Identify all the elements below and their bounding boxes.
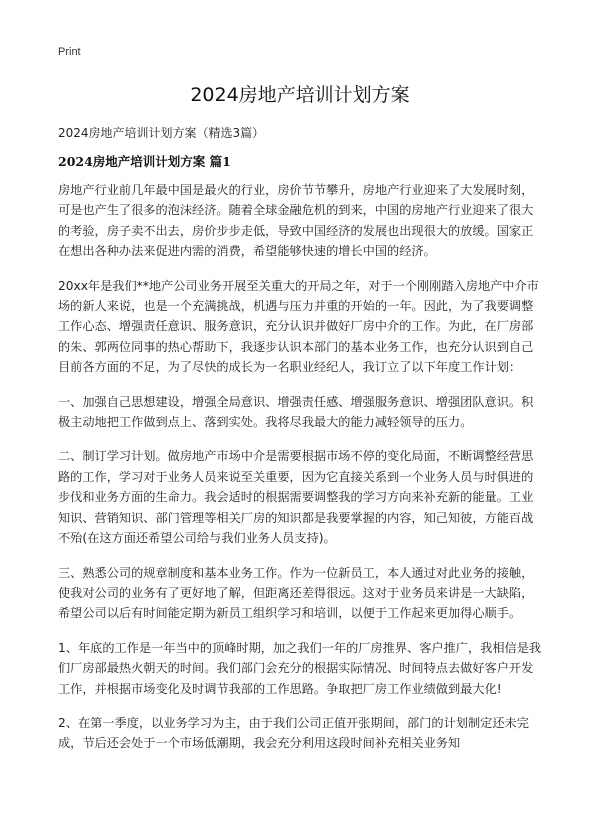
document-subtitle: 2024房地产培训计划方案（精选3篇）: [58, 126, 265, 140]
paragraph: 二、制订学习计划。做房地产市场中介是需要根据市场不停的变化局面，不断调整经营思路的工作，学习对于业务人员来说至关重要，因为它直接关系到一个业务人员与时俱进的步伐和业务方面的生命力。我会适时的根据需要调整我的学习方向来补充新的能量。工业知识、营销知识、部门管理等相关厂房的知识都是我要掌握的内容，知己知彼，方能百战不殆(在这方面还希望公司给与我们业务人员支持)。: [58, 449, 534, 546]
section-heading: 2024房地产培训计划方案 篇1: [58, 154, 231, 169]
paragraph: 2、在第一季度，以业务学习为主，由于我们公司正值开张期间，部门的计划制定还未完成，节后还会处于一个市场低潮期，我会充分利用这段时间补充相关业务知: [58, 715, 529, 751]
page-title: 2024房地产培训计划方案: [190, 84, 410, 106]
print-link[interactable]: Print: [58, 46, 81, 58]
paragraph: 1、年底的工作是一年当中的顶峰时期，加之我们一年的厂房推界、客户推广，我相信是我们厂房部最热火朝天的时间。我们部门会充分的根据实际情况、时间特点去做好客户开发工作，并根据市场变化及时调节我部的工作思路。争取把厂房工作业绩做到最大化!: [58, 640, 542, 696]
paragraph: 三、熟悉公司的规章制度和基本业务工作。作为一位新员工，本人通过对此业务的接触，使我对公司的业务有了更好地了解，但距离还差得很远。这对于业务员来讲是一大缺陷，希望公司以后有时间能定期为新员工组织学习和培训，以便于工作起来更加得心顺手。: [58, 565, 534, 621]
paragraph: 一、加强自己思想建设，增强全局意识、增强责任感、增强服务意识、增强团队意识。积极主动地把工作做到点上、落到实处。我将尽我最大的能力减轻领导的压力。: [58, 394, 534, 430]
paragraph: 20xx年是我们**地产公司业务开展至关重大的开局之年，对于一个刚刚踏入房地产中介市场的新人来说，也是一个充满挑战，机遇与压力并重的开始的一年。因此，为了我要调整工作心态、增强责任意识、服务意识，充分认识并做好厂房中介的工作。为此，在厂房部的朱、郭两位同事的热心帮助下，我逐步认识本部门的基本业务工作，也充分认识到自己目前各方面的不足，为了尽快的成长为一名职业经纪人，我订立了以下年度工作计划：: [58, 278, 539, 375]
paragraph: 房地产行业前几年最中国是最火的行业，房价节节攀升，房地产行业迎来了大发展时刻，可是也产生了很多的泡沫经济。随着全球金融危机的到来，中国的房地产行业迎来了很大的考验，房子卖不出去，房价步步走低，导致中国经济的发展也出现很大的放缓。国家正在想出各种办法来促进内需的消费，希望能够快速的增长中国的经济。: [58, 183, 534, 259]
document-body: [58, 180, 545, 768]
